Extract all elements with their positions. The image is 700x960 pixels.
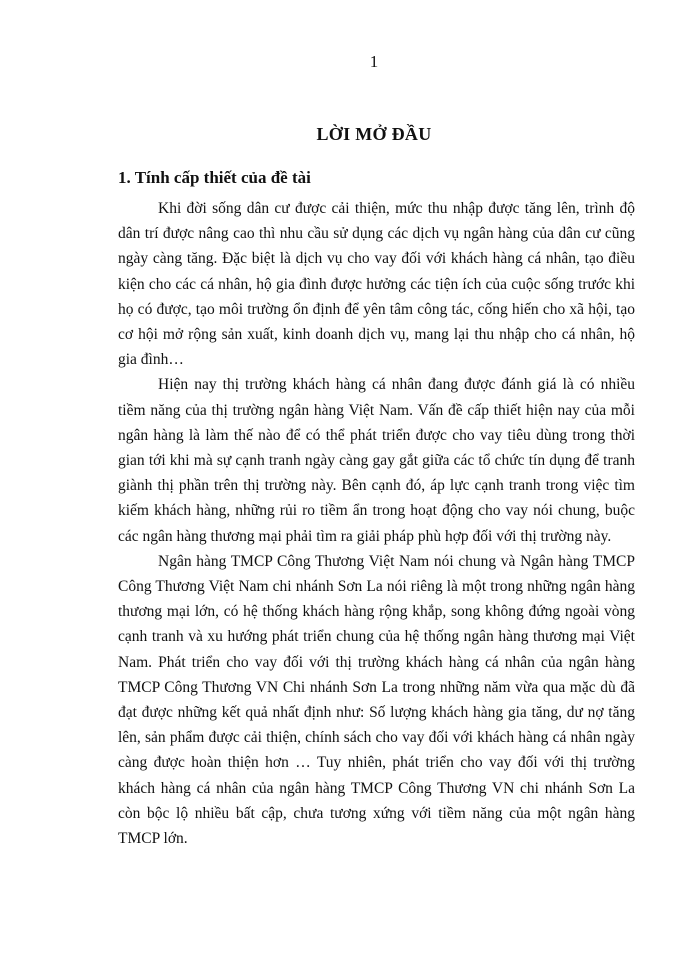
document-body [118, 196, 635, 851]
paragraph: Ngân hàng TMCP Công Thương Việt Nam nói chung và Ngân hàng TMCP Công Thương Việt Nam chi nhánh Sơn La nói riêng là một trong những ngân hàng thương mại lớn, có hệ thống khách hàng rộng khắp, song không đứng ngoài vòng cạnh tranh và xu hướng phát triển chung của hệ thống ngân hàng thương mại Việt Nam. Phát triển cho vay đối với thị trường khách hàng cá nhân của ngân hàng TMCP Công Thương VN Chi nhánh Sơn La trong những năm vừa qua mặc dù đã đạt được những kết quả nhất định như: Số lượng khách hàng gia tăng, dư nợ tăng lên, sản phẩm được cải thiện, chính sách cho vay đối với khách hàng cá nhân ngày càng được hoàn thiện hơn … Tuy nhiên, phát triển cho vay đối với thị trường khách hàng cá nhân của ngân hàng TMCP Công Thương VN chi nhánh Sơn La còn bộc lộ nhiều bất cập, chưa tương xứng với tiềm năng của một ngân hàng TMCP lớn. [118, 552, 635, 848]
page-number: 1 [369, 52, 379, 71]
document-title: LỜI MỞ ĐẦU [316, 124, 432, 144]
paragraph: Khi đời sống dân cư được cải thiện, mức thu nhập được tăng lên, trình độ dân trí được nâng cao thì nhu cầu sử dụng các dịch vụ ngân hàng của dân cư cũng ngày càng tăng. Đặc biệt là dịch vụ cho vay đối với khách hàng cá nhân, tạo điều kiện cho các cá nhân, hộ gia đình được hưởng các tiện ích của cuộc sống trước khi họ có được, tạo môi trường ổn định để yên tâm công tác, cống hiến cho xã hội, tạo cơ hội mở rộng sản xuất, kinh doanh dịch vụ, mang lại thu nhập cho cá nhân, hộ gia đình… [118, 200, 635, 369]
section-heading: 1. Tính cấp thiết của đề tài [118, 168, 311, 187]
paragraph: Hiện nay thị trường khách hàng cá nhân đang được đánh giá là có nhiều tiềm năng của thị trường ngân hàng Việt Nam. Vấn đề cấp thiết hiện nay của mỗi ngân hàng là làm thế nào để có thể phát triển được cho vay tiêu dùng trong thời gian tới khi mà sự cạnh tranh ngày càng gay gắt giữa các tổ chức tín dụng để tranh giành thị phần trên thị trường này. Bên cạnh đó, áp lực cạnh tranh trong việc tìm kiếm khách hàng, những rủi ro tiềm ẩn trong hoạt động cho vay nói chung, buộc các ngân hàng thương mại phải tìm ra giải pháp phù hợp đối với thị trường này. [118, 376, 635, 545]
